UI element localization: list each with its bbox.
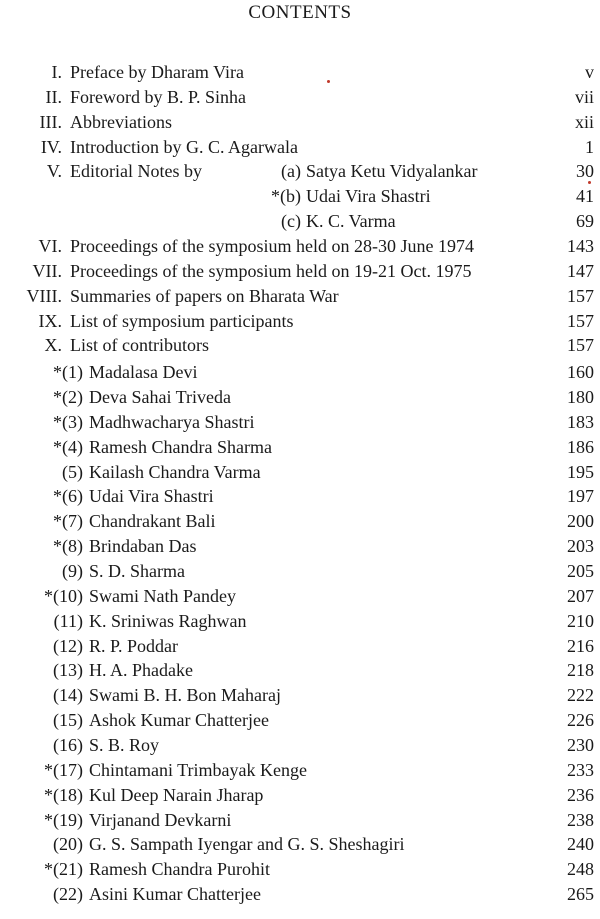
toc-entry [0, 857, 600, 881]
contributor-name: Ramesh Chandra Sharma [89, 436, 272, 457]
sub-entry-mark: (c) [281, 211, 301, 232]
entry-number: II. [45, 86, 62, 107]
entry-title: List of symposium participants [70, 310, 294, 331]
contributor-mark: (12) [53, 635, 83, 656]
entry-title: Introduction by G. C. Agarwala [70, 136, 298, 157]
toc-entry [0, 509, 600, 533]
toc-entry [0, 808, 600, 832]
contributor-page: 200 [567, 511, 594, 532]
contributor-mark: (15) [53, 710, 83, 731]
contributor-name: Kul Deep Narain Jharap [89, 784, 264, 805]
contributor-name: Brindaban Das [89, 536, 197, 557]
entry-number: VII. [32, 260, 62, 281]
toc-entry [0, 783, 600, 807]
toc-entry [0, 683, 600, 707]
contributor-name: Kailash Chandra Varma [89, 461, 261, 482]
entry-title: List of contributors [70, 335, 209, 356]
entry-page: 143 [567, 235, 594, 256]
entry-page: 157 [567, 335, 594, 356]
contributor-page: 195 [567, 461, 594, 482]
entry-number: VI. [38, 235, 62, 256]
toc-entry [0, 110, 600, 134]
contributor-page: 207 [567, 585, 594, 606]
toc-entry [0, 609, 600, 633]
contributor-name: Swami B. H. Bon Maharaj [89, 685, 281, 706]
sub-entry-mark: *(b) [271, 186, 301, 207]
contributor-name: Chandrakant Bali [89, 511, 216, 532]
toc-entry [0, 184, 600, 208]
contributor-page: 216 [567, 635, 594, 656]
entry-title: Proceedings of the symposium held on 19-21 Oct. 1975 [70, 260, 472, 281]
toc-entry [0, 135, 600, 159]
toc-entry [0, 60, 600, 84]
print-speck [327, 80, 330, 83]
sub-entry-name: Udai Vira Shastri [306, 186, 431, 207]
toc-entry [0, 435, 600, 459]
toc-entry [0, 484, 600, 508]
toc-entry [0, 85, 600, 109]
print-speck [588, 181, 591, 184]
contributor-mark: *(17) [44, 759, 83, 780]
entry-title: Abbreviations [70, 111, 172, 132]
contributor-page: 186 [567, 436, 594, 457]
entry-page: vii [574, 86, 594, 107]
toc-entry [0, 209, 600, 233]
contributor-mark: *(2) [53, 387, 83, 408]
contributor-page: 265 [567, 884, 594, 905]
toc-entry [0, 708, 600, 732]
contributor-mark: (22) [53, 884, 83, 905]
contributor-mark: *(21) [44, 859, 83, 880]
entry-page: xii [574, 111, 594, 132]
sub-entry-page: 69 [576, 211, 594, 232]
sub-entry-page: 41 [576, 186, 594, 207]
contributor-page: 222 [567, 685, 594, 706]
entry-number: V. [46, 161, 62, 182]
toc-entry [0, 309, 600, 333]
entry-title: Summaries of papers on Bharata War [70, 285, 339, 306]
toc-entry [0, 634, 600, 658]
entry-title: Editorial Notes by [70, 161, 202, 182]
entry-page: 147 [567, 260, 594, 281]
contributor-mark: *(18) [44, 784, 83, 805]
entry-number: X. [44, 335, 62, 356]
toc-entry [0, 410, 600, 434]
contributor-name: Deva Sahai Triveda [89, 387, 231, 408]
contributor-page: 210 [567, 610, 594, 631]
toc-entry [0, 259, 600, 283]
entry-number: IV. [40, 136, 62, 157]
contributor-page: 183 [567, 411, 594, 432]
toc-entry [0, 658, 600, 682]
contributor-name: S. B. Roy [89, 734, 160, 755]
entry-number: VIII. [26, 285, 62, 306]
toc-entry [0, 284, 600, 308]
contributor-name: Madhwacharya Shastri [89, 411, 255, 432]
contributor-mark: *(3) [53, 411, 83, 432]
contributor-name: Madalasa Devi [89, 362, 198, 383]
entry-title: Preface by Dharam Vira [70, 62, 245, 82]
contributor-name: Udai Vira Shastri [89, 486, 214, 507]
contributor-mark: (13) [53, 660, 83, 681]
contributor-page: 226 [567, 710, 594, 731]
contributor-name: K. Sriniwas Raghwan [89, 610, 247, 631]
contributor-mark: *(1) [53, 362, 83, 383]
contributor-name: G. S. Sampath Iyengar and G. S. Sheshagiri [89, 834, 405, 855]
toc-entry [0, 584, 600, 608]
contributor-mark: *(10) [44, 585, 83, 606]
contributor-page: 218 [567, 660, 594, 681]
contributor-page: 180 [567, 387, 594, 408]
contributor-mark: *(4) [53, 436, 83, 457]
sub-entry-page: 30 [576, 161, 594, 182]
contributor-page: 233 [567, 759, 594, 780]
entry-number: III. [39, 111, 62, 132]
contributor-page: 240 [567, 834, 594, 855]
contributor-name: R. P. Poddar [89, 635, 179, 656]
toc-entry [0, 360, 600, 384]
contributor-name: S. D. Sharma [89, 561, 185, 581]
toc-entry [0, 159, 600, 183]
contributor-mark: *(19) [44, 809, 83, 830]
contributor-name: Chintamani Trimbayak Kenge [89, 759, 307, 780]
contributor-name: H. A. Phadake [89, 660, 193, 681]
contributor-page: 203 [567, 536, 594, 557]
entry-number: IX. [38, 310, 62, 331]
contributor-name: Ashok Kumar Chatterjee [89, 710, 269, 731]
toc-entry [0, 333, 600, 357]
contributor-mark: (5) [62, 461, 83, 482]
entry-title: Foreword by B. P. Sinha [70, 86, 247, 107]
sub-entry-mark: (a) [281, 161, 301, 182]
toc-entry [0, 460, 600, 484]
toc-entry [0, 832, 600, 856]
contributor-name: Virjanand Devkarni [89, 809, 232, 830]
sub-entry-name: K. C. Varma [306, 211, 396, 232]
toc-entry [0, 534, 600, 558]
toc-entry [0, 882, 600, 906]
contributor-page: 205 [567, 561, 594, 581]
contributor-name: Swami Nath Pandey [89, 585, 236, 606]
contributor-mark: (20) [53, 834, 83, 855]
contributor-page: 230 [567, 734, 594, 755]
toc-entry [0, 559, 600, 583]
contributor-mark: (9) [62, 561, 83, 581]
toc-entry [0, 385, 600, 409]
toc-entry [0, 234, 600, 258]
entry-page: 157 [567, 285, 594, 306]
contributor-mark: *(7) [53, 511, 83, 532]
contributor-mark: *(8) [53, 536, 83, 557]
contributor-mark: (14) [53, 685, 83, 706]
contributor-name: Asini Kumar Chatterjee [89, 884, 261, 905]
contributor-page: 160 [567, 362, 594, 383]
contributor-page: 197 [567, 486, 594, 507]
page-title: CONTENTS [248, 2, 352, 23]
entry-page: 1 [585, 136, 594, 157]
contributor-page: 248 [567, 859, 594, 880]
contributor-page: 236 [567, 784, 594, 805]
toc-entry [0, 758, 600, 782]
entry-page: v [585, 62, 594, 82]
entry-number: I. [51, 62, 62, 82]
contributor-page: 238 [567, 809, 594, 830]
entry-title: Proceedings of the symposium held on 28-30 June 1974 [70, 235, 474, 256]
entry-page: 157 [567, 310, 594, 331]
sub-entry-name: Satya Ketu Vidyalankar [306, 161, 478, 182]
contributor-mark: (16) [53, 734, 83, 755]
toc-entry [0, 733, 600, 757]
contributor-mark: (11) [53, 610, 83, 631]
contributor-name: Ramesh Chandra Purohit [89, 859, 270, 880]
contributor-mark: *(6) [53, 486, 83, 507]
